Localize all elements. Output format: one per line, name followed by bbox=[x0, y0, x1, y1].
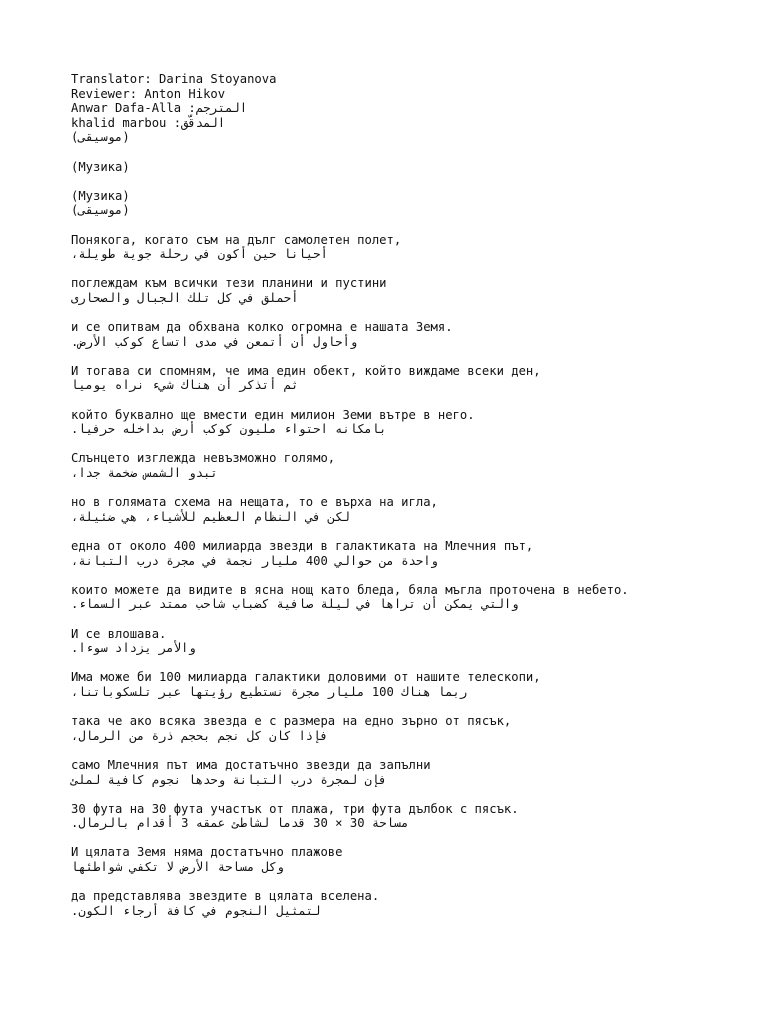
arabic-line: مساحة 30 × 30 قدما لشاطئ عمقه 3 أقدام بالرمال. bbox=[71, 816, 409, 831]
subtitle-block bbox=[71, 495, 721, 524]
translator-credit: Translator: Darina Stoyanova bbox=[71, 72, 277, 86]
bulgarian-line: И цялата Земя няма достатъчно плажове bbox=[71, 845, 343, 860]
arabic-translator-credit: المترجم: Anwar Dafa-Alla bbox=[71, 101, 248, 116]
bulgarian-line: Слънцето изглежда невъзможно голямо, bbox=[71, 451, 336, 466]
arabic-line: ربما هناك 100 مليار مجرة نستطيع رؤيتها عبر تلسكوباتنا، bbox=[71, 684, 468, 699]
bulgarian-line: една от около 400 милиарда звезди в галактиката на Млечния път, bbox=[71, 539, 534, 553]
subtitle-block bbox=[71, 627, 721, 656]
bulgarian-line: Има може би 100 милиарда галактики доловими от нашите телескопи, bbox=[71, 670, 541, 685]
bulgarian-line: поглеждам към всички тези планини и пустини bbox=[71, 276, 387, 291]
bulgarian-line: (Музика) bbox=[71, 188, 130, 203]
subtitle-block bbox=[71, 364, 721, 393]
bulgarian-line: Понякога, когато съм на дълг самолетен полет, bbox=[71, 232, 402, 247]
arabic-line: والتي يمكن أن تراها في ليلة صافية كضباب شاحب ممتد عبر السماء. bbox=[71, 597, 519, 612]
bulgarian-line: да представлява звездите в цялата вселена. bbox=[71, 889, 380, 904]
arabic-line: واحدة من حوالي 400 مليار نجمة في مجرة درب التبانة، bbox=[71, 553, 438, 568]
bulgarian-line: И тогава си спомням, че има един обект, който виждаме всеки ден, bbox=[71, 363, 541, 378]
subtitle-block bbox=[71, 408, 721, 437]
arabic-line: أحيانا حين أكون في رحلة جوية طويلة، bbox=[71, 247, 328, 262]
bulgarian-line: така че ако всяка звезда е с размера на едно зърно от пясък, bbox=[71, 714, 512, 729]
bulgarian-line: който буквално ще вмести един милион Земи вътре в него. bbox=[71, 407, 475, 422]
bulgarian-line: (Музика) bbox=[71, 159, 130, 174]
bulgarian-line: И се влошава. bbox=[71, 626, 167, 641]
music-cue-arabic: (موسيقى) bbox=[71, 130, 130, 145]
bulgarian-line: и се опитвам да обхвана колко огромна е нашата Земя. bbox=[71, 320, 453, 335]
subtitle-block bbox=[71, 451, 721, 480]
transcript-document bbox=[71, 72, 721, 918]
arabic-line: (موسيقى) bbox=[71, 203, 130, 218]
subtitle-block bbox=[71, 845, 721, 874]
subtitle-block bbox=[71, 160, 721, 175]
subtitle-block bbox=[71, 539, 721, 568]
arabic-line: بامكانه احتواء مليون كوكب أرض بداخله حرفيا. bbox=[71, 422, 387, 437]
arabic-line: فإذا كان كل نجم بحجم ذرة من الرمال، bbox=[71, 728, 328, 743]
arabic-line: لتمثيل النجوم في كافة أرجاء الكون. bbox=[71, 903, 321, 918]
arabic-line: أحملق في كل تلك الجبال والصحارى bbox=[71, 290, 299, 305]
arabic-line: وكل مساحة الأرض لا تكفي شواطئها bbox=[71, 860, 284, 875]
subtitle-block bbox=[71, 320, 721, 349]
arabic-line: تبدو الشمس ضخمة جدا، bbox=[71, 466, 218, 481]
arabic-line: والأمر يزداد سوءا. bbox=[71, 641, 196, 656]
bulgarian-line: които можете да видите в ясна нощ като бледа, бяла мъгла проточена в небето. bbox=[71, 582, 629, 597]
bulgarian-line: 30 фута на 30 фута участък от плажа, три фута дълбок с пясък. bbox=[71, 801, 519, 816]
arabic-line: فإن لمجرة درب التبانة وحدها نجوم كافية لملئ bbox=[71, 772, 387, 787]
subtitle-block bbox=[71, 583, 721, 612]
subtitle-block bbox=[71, 670, 721, 699]
subtitle-block bbox=[71, 802, 721, 831]
subtitle-block bbox=[71, 758, 721, 787]
credits-block bbox=[71, 72, 721, 145]
subtitle-block bbox=[71, 889, 721, 918]
bulgarian-line: но в голямата схема на нещата, то е върха на игла, bbox=[71, 495, 438, 510]
arabic-line: وأحاول أن أتمعن في مدى اتساع كوكب الأرض. bbox=[71, 334, 358, 349]
reviewer-credit: Reviewer: Anton Hikov bbox=[71, 86, 226, 101]
arabic-reviewer-credit: المدقّق: khalid marbou bbox=[71, 115, 226, 130]
subtitle-block bbox=[71, 714, 721, 743]
arabic-line: ثم أتذكر أن هناك شيء نراه يوميا bbox=[71, 378, 299, 393]
subtitle-block bbox=[71, 276, 721, 305]
arabic-line: لكن في النظام العظيم للأشياء، هي ضئيلة، bbox=[71, 509, 350, 524]
subtitle-block bbox=[71, 233, 721, 262]
bulgarian-line: само Млечния път има достатъчно звезди да запълни bbox=[71, 757, 431, 772]
subtitle-block bbox=[71, 189, 721, 218]
